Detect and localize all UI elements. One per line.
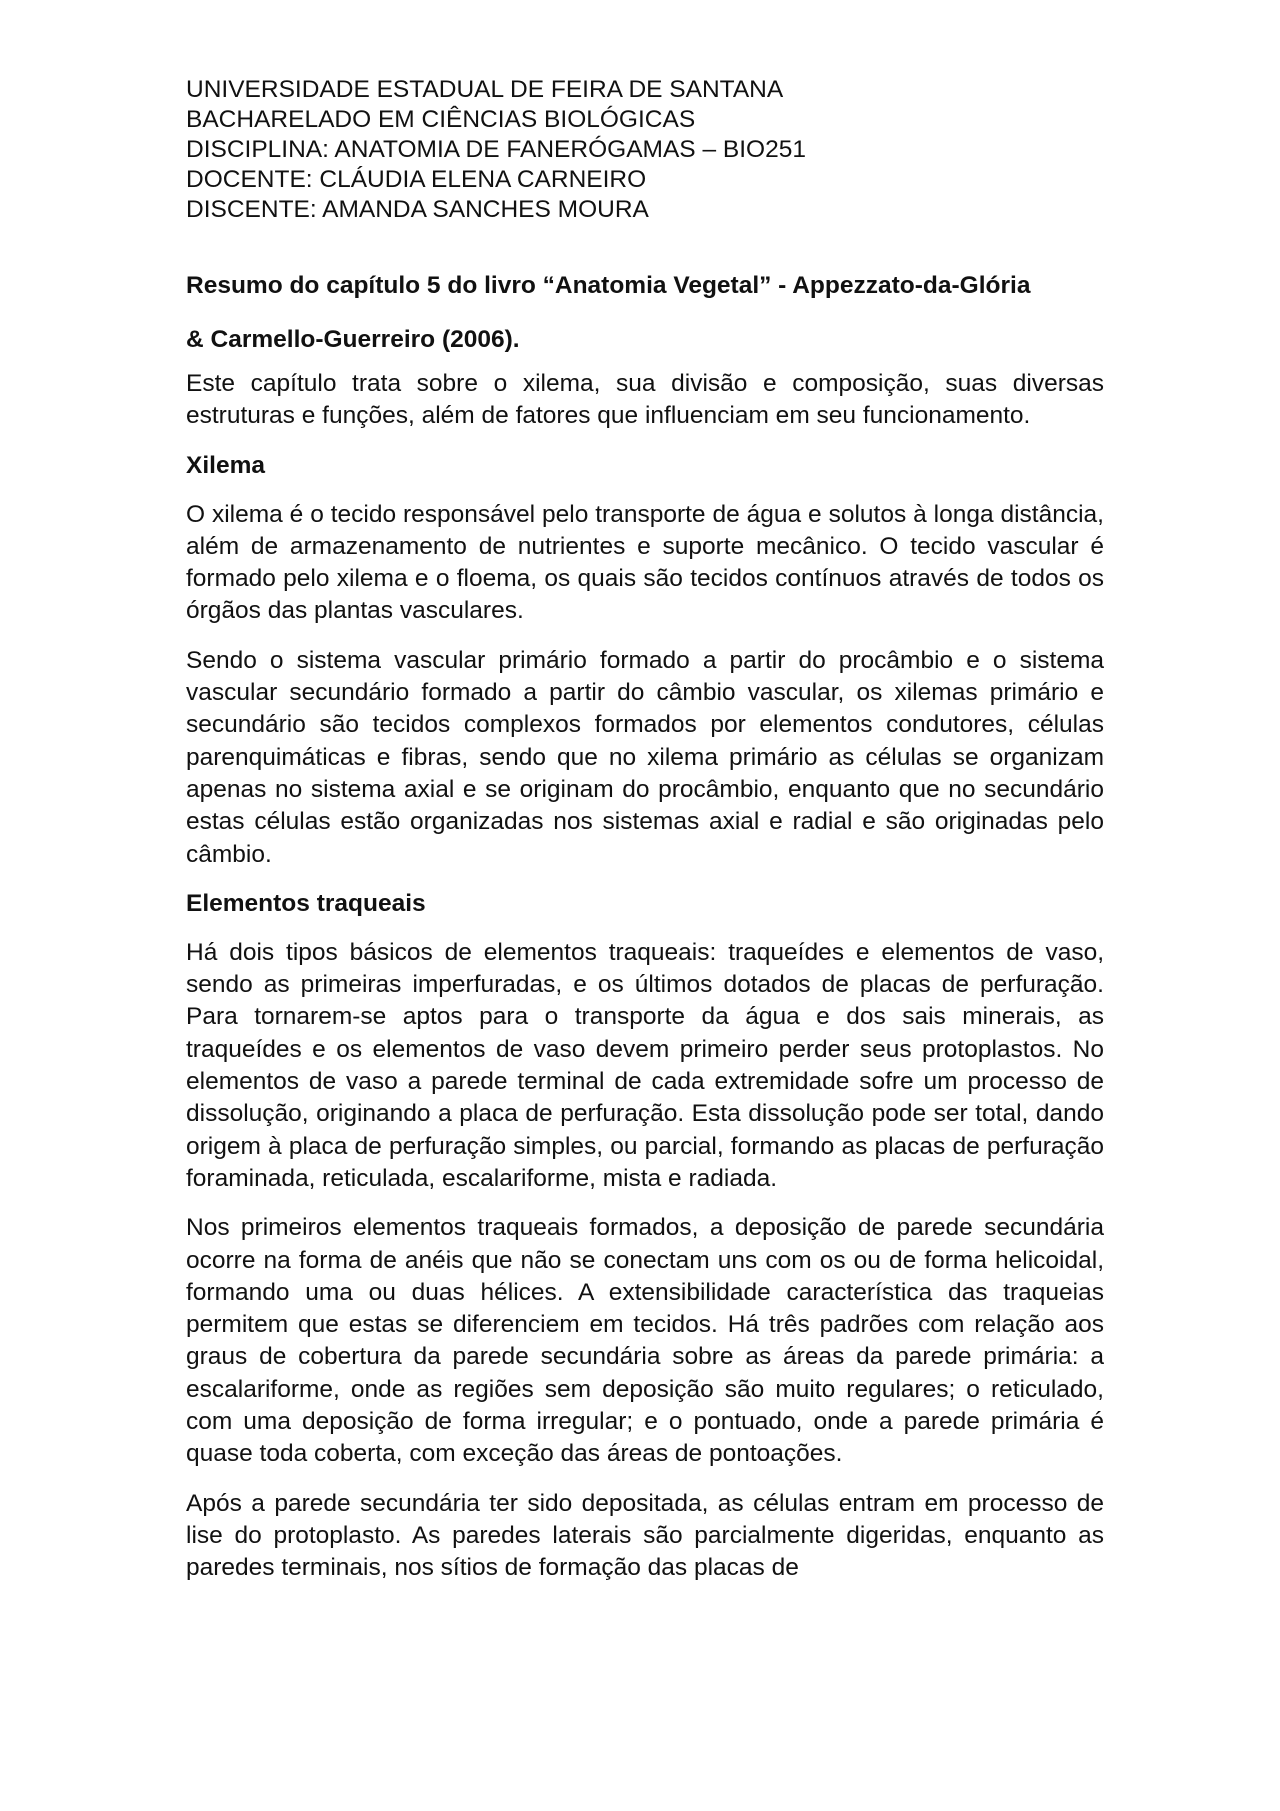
paragraph: Após a parede secundária ter sido depositada, as células entram em processo de lise do protoplasto. As paredes laterais são parcialmente digeridas, enquanto as paredes terminais, nos sítios de formação das placas de: [186, 1489, 1104, 1582]
header-discipline: DISCIPLINA: ANATOMIA DE FANERÓGAMAS – BIO251: [186, 136, 806, 163]
section-heading-xilema: Xilema: [186, 451, 265, 479]
document-page: [186, 75, 1104, 1585]
header-course: BACHARELADO EM CIÊNCIAS BIOLÓGICAS: [186, 106, 696, 133]
paragraph: Há dois tipos básicos de elementos traqueais: traqueídes e elementos de vaso, sendo as primeiras imperfuradas, e os últimos dotados de placas de perfuração. Para tornarem-se aptos para o transporte da água e dos sais minerais, as traqueídes e os elementos de vaso devem primeiro perder seus protoplastos. No elementos de vaso a parede terminal de cada extremidade sofre um processo de dissolução, originando a placa de perfuração. Esta dissolução pode ser total, dando origem à placa de perfuração simples, ou parcial, formando as placas de perfuração foraminada, reticulada, escalariforme, mista e radiada.: [186, 938, 1104, 1192]
header-student: DISCENTE: AMANDA SANCHES MOURA: [186, 196, 649, 223]
header-university: UNIVERSIDADE ESTADUAL DE FEIRA DE SANTANA: [186, 76, 784, 103]
institution-header: [186, 75, 1104, 225]
intro-paragraph: Este capítulo trata sobre o xilema, sua divisão e composição, suas diversas estruturas e funções, além de fatores que influenciam em seu funcionamento.: [186, 370, 1104, 430]
paragraph: Nos primeiros elementos traqueais formados, a deposição de parede secundária ocorre na forma de anéis que não se conectam uns com os ou de forma helicoidal, formando uma ou duas hélices. A extensibilidade característica das traqueias permitem que estas se diferenciem em tecidos. Há três padrões com relação aos graus de cobertura da parede secundária sobre as áreas da parede primária: a escalariforme, onde as regiões sem deposição são muito regulares; o reticulado, com uma deposição de forma irregular; e o pontuado, onde a parede primária é quase toda coberta, com exceção das áreas de pontoações.: [186, 1214, 1104, 1468]
document-title-line-1: Resumo do capítulo 5 do livro “Anatomia Vegetal” - Appezzato-da-Glória: [186, 272, 1031, 299]
section-heading-elementos-traqueais: Elementos traqueais: [186, 889, 426, 917]
document-title-line-2: & Carmello-Guerreiro (2006).: [186, 326, 520, 353]
header-teacher: DOCENTE: CLÁUDIA ELENA CARNEIRO: [186, 166, 647, 193]
paragraph: O xilema é o tecido responsável pelo transporte de água e solutos à longa distância, além de armazenamento de nutrientes e suporte mecânico. O tecido vascular é formado pelo xilema e o floema, os quais são tecidos contínuos através de todos os órgãos das plantas vasculares.: [186, 500, 1104, 625]
paragraph: Sendo o sistema vascular primário formado a partir do procâmbio e o sistema vascular secundário formado a partir do câmbio vascular, os xilemas primário e secundário são tecidos complexos formados por elementos condutores, células parenquimáticas e fibras, sendo que no xilema primário as células se organizam apenas no sistema axial e se originam do procâmbio, enquanto que no secundário estas células estão organizadas nos sistemas axial e radial e são originadas pelo câmbio.: [186, 646, 1104, 868]
